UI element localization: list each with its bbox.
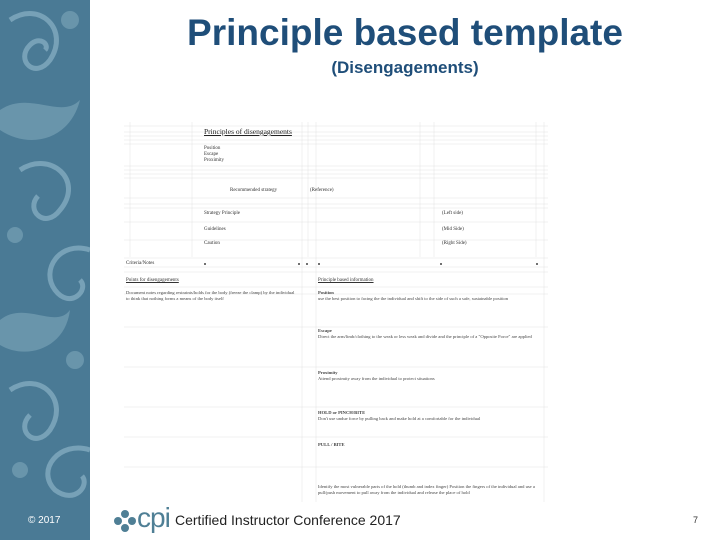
left-note: Document notes regarding restraints/holds for the body (freeze the clamp) by the individual to think that nothing forms a means of the body itself xyxy=(126,290,295,302)
row-right-guidelines: (Mid Side) xyxy=(442,227,464,232)
footer-logo-text: cpi xyxy=(137,502,170,533)
criteria-label: Criteria/Notes xyxy=(126,261,155,266)
right-section-title: Principle based information xyxy=(318,278,374,283)
sidebar-decoration xyxy=(0,0,90,540)
right-block-vulnerable xyxy=(318,484,542,496)
footer-copyright: © 2017 xyxy=(28,515,61,526)
table-header-left: Recommended strategy xyxy=(230,188,278,193)
criteria-dot xyxy=(298,263,300,265)
row-left-caution: Caution xyxy=(204,241,220,246)
right-block-caption: Proximity xyxy=(318,370,338,375)
right-block-caption: HOLD or PINCH/BITE xyxy=(318,410,366,415)
table-header-right: (Reference) xyxy=(310,188,334,193)
intro-line-proximity: Proximity xyxy=(204,158,225,163)
row-left-strategy: Strategy Principle xyxy=(204,211,240,216)
footer-conference: Certified Instructor Conference 2017 xyxy=(175,512,401,528)
right-block-text: use the best position to facing the the individual and shift to the side of such a safe, sustainable position xyxy=(318,296,509,302)
right-block-hold xyxy=(318,410,542,422)
template-document xyxy=(124,122,548,502)
flourish-pattern-icon xyxy=(0,0,90,540)
page-number: 7 xyxy=(693,515,699,525)
right-block-proximity xyxy=(318,370,542,382)
row-left-guidelines: Guidelines xyxy=(204,227,226,232)
intro-line-escape: Escape xyxy=(204,152,219,157)
criteria-dot xyxy=(306,263,308,265)
right-block-caption: Position xyxy=(318,290,334,295)
left-section-title: Points for disengagements xyxy=(126,278,179,283)
criteria-dot xyxy=(536,263,538,265)
slide-subtitle: (Disengagements) xyxy=(331,58,479,77)
right-block-caption: Escape xyxy=(318,328,332,333)
criteria-dot xyxy=(318,263,320,265)
right-block-text: Attend proximity away from the individual to protect situations xyxy=(318,376,435,382)
criteria-dot xyxy=(440,263,442,265)
cpi-logo-icon xyxy=(113,506,137,536)
right-block-caption: PULL / BITE xyxy=(318,442,345,447)
row-right-caution: (Right Side) xyxy=(442,241,467,246)
right-block-text: Identify the most vulnerable parts of the hold (thumb and index finger) Position the fingers of the individual and use a pull/push movement to pull away from the individual and release the place of hold xyxy=(318,484,535,496)
slide-title: Principle based template xyxy=(187,12,623,53)
right-block-pull xyxy=(318,442,542,448)
right-block-text: Direct the arm/limb/clothing to the weak or less weak and divide and the principle of a "Opposite Force" are applied xyxy=(318,334,532,340)
right-block-text: Don't use undue force by pulling back and make hold at a comfortable for the individual xyxy=(318,416,481,422)
criteria-dot xyxy=(204,263,206,265)
right-block-escape xyxy=(318,328,542,340)
template-heading: Principles of disengagements xyxy=(204,127,292,136)
row-right-strategy: (Left side) xyxy=(442,211,463,216)
right-block-position xyxy=(318,290,542,302)
intro-line-position: Position xyxy=(204,146,221,151)
